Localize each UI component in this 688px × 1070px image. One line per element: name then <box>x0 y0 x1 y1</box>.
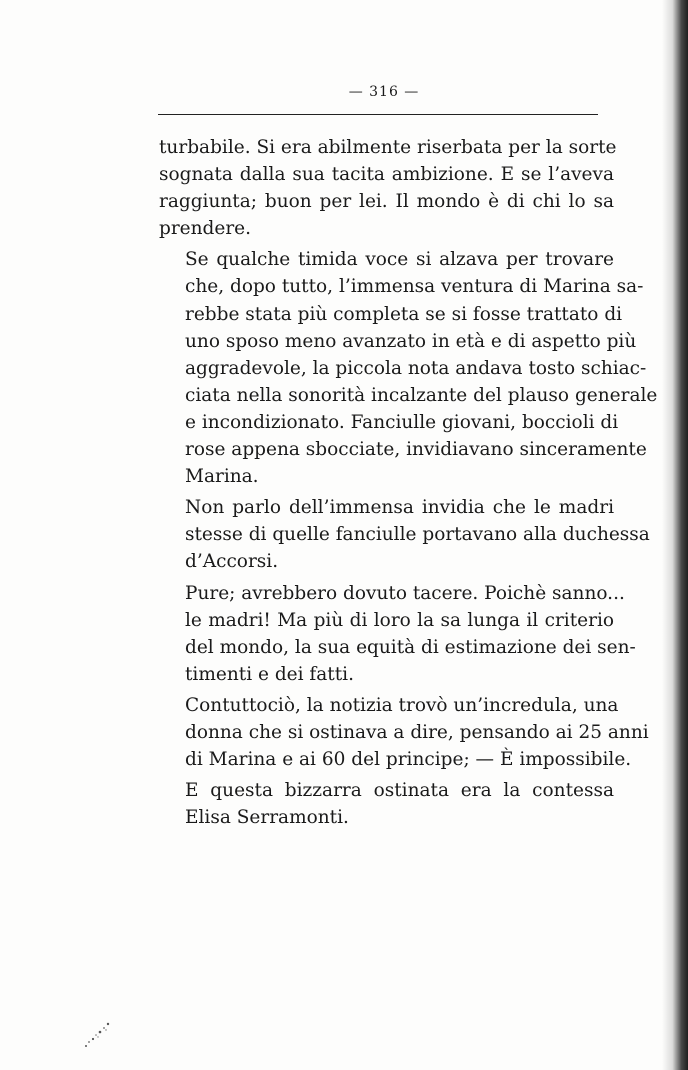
paragraph <box>159 246 658 490</box>
text-line: donna che si ostinava a dire, pensando ai 25 anni <box>185 721 649 743</box>
ink-specks-decoration <box>80 1020 116 1050</box>
paragraph <box>159 777 614 831</box>
text-line: raggiunta; buon per lei. Il mondo è di chi lo sa <box>159 191 614 213</box>
header-rule <box>158 114 598 115</box>
text-line: stesse di quelle fanciulle portavano alla duchessa <box>185 524 650 546</box>
text-line: uno sposo meno avanzato in età e di aspetto più <box>185 330 637 352</box>
text-line: che, dopo tutto, l’immensa ventura di Marina sa- <box>185 276 644 298</box>
text-line: aggradevole, la piccola nota andava tosto schiac- <box>185 357 647 379</box>
text-line: e incondizionato. Fanciulle giovani, boccioli di <box>185 411 619 433</box>
text-line: Pure; avrebbero dovuto tacere. Poichè sanno... <box>185 582 625 604</box>
text-line: Marina. <box>185 466 259 488</box>
paragraph <box>159 494 650 575</box>
text-line: Contuttociò, la notizia trovò un’incredula, una <box>185 694 619 716</box>
text-line: Non parlo dell’immensa invidia che le madri <box>185 497 614 519</box>
paragraph <box>159 692 649 773</box>
text-line: rose appena sbocciate, invidiavano sinceramente <box>185 439 647 461</box>
page-edge-shadow <box>662 0 688 1070</box>
paragraph <box>159 580 636 688</box>
page-number: — 316 — <box>348 84 420 100</box>
text-line: Se qualche timida voce si alzava per trovare <box>185 249 614 271</box>
text-line: E questa bizzarra ostinata era la contessa <box>185 780 614 802</box>
body-text <box>159 134 658 835</box>
text-line: Elisa Serramonti. <box>185 807 349 829</box>
text-line: di Marina e ai 60 del principe; — È impossibile. <box>185 749 632 771</box>
text-line: ciata nella sonorità incalzante del plauso generale <box>185 384 658 406</box>
text-line: turbabile. Si era abilmente riserbata per la sorte <box>159 137 617 158</box>
paragraph <box>159 134 617 242</box>
text-line: sognata dalla sua tacita ambizione. E se l’aveva <box>159 164 614 186</box>
text-line: del mondo, la sua equità di estimazione dei sen- <box>185 636 636 658</box>
text-line: prendere. <box>159 218 252 240</box>
text-line: d’Accorsi. <box>185 551 279 573</box>
text-line: le madri! Ma più di loro la sa lunga il criterio <box>185 609 614 631</box>
text-line: rebbe stata più completa se si fosse trattato di <box>185 303 623 325</box>
text-line: timenti e dei fatti. <box>185 663 354 685</box>
